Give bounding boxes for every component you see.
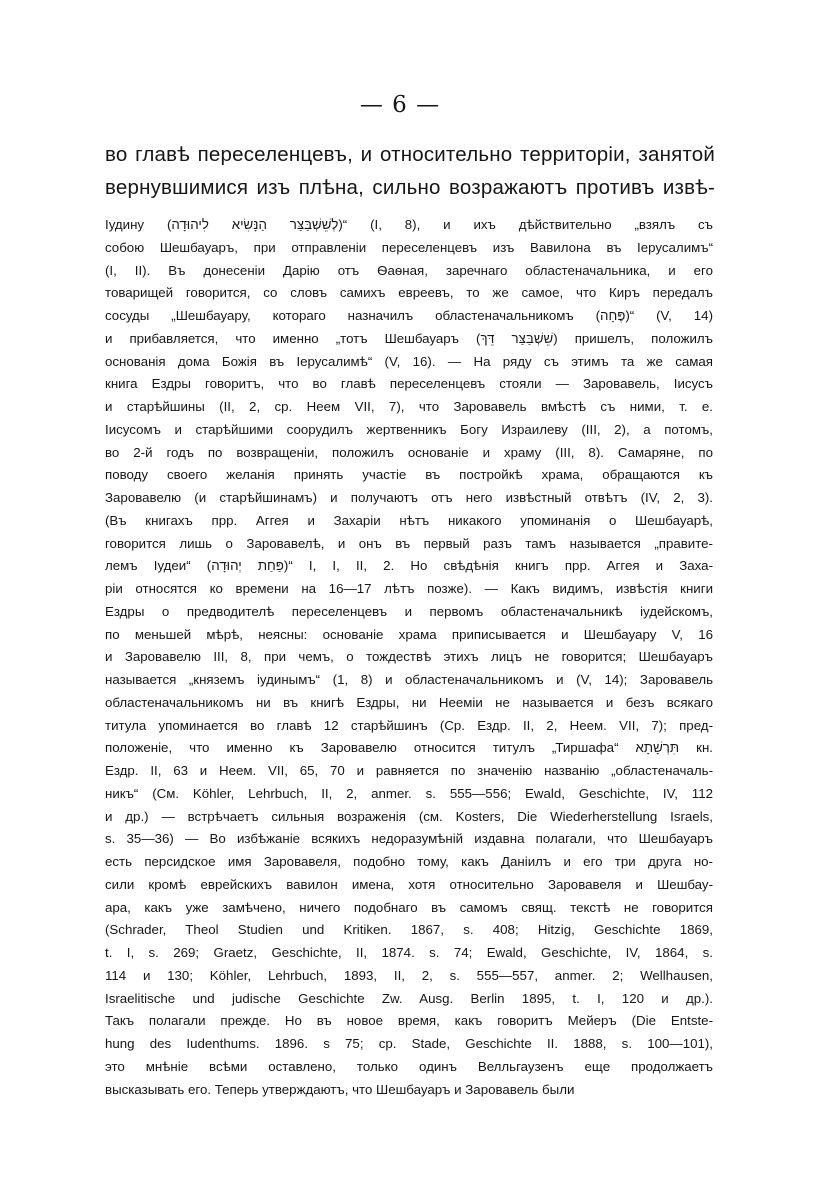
footnote-line: титула упоминается во главѣ 12 старѣйшинъ (Ср. Ездр. II, 2, Неем. VII, 7); пред-	[105, 717, 713, 733]
main-text	[105, 138, 715, 204]
footnote-line: высказывать его. Теперь утверждаютъ, что Шешбауаръ и Заровавель были	[105, 1081, 575, 1097]
page-number: — 6 —	[359, 92, 441, 118]
footnote-line: 114 и 130; Köhler, Lehrbuch, 1893, II, 2, s. 555—557, anmer. 2; Wellhausen,	[105, 967, 713, 983]
footnote-line: сосуды „Шешбауару, котораго назначилъ областеначальникомъ (פֶּחָה)“ (V, 14)	[105, 308, 713, 323]
footnote-line: говорится лишь о Заровавелѣ, и онъ въ первый разъ тамъ называется „правите-	[105, 535, 713, 551]
footnote-line: и прибавляется, что именно „тотъ Шешбауаръ (שֵׁשְׁבַּצַּר דֵּךְ) пришелъ, положилъ	[105, 330, 713, 346]
footnote-line: поводу своего желанія принять участіе въ постройкѣ храма, обращаются къ	[105, 467, 713, 483]
footnote-line: это мнѣніе всѣми оставлено, только одинъ Велльгаузенъ еще продолжаетъ	[105, 1058, 713, 1074]
footnote-line: и старѣйшины (II, 2, ср. Неем VII, 7), что Заровавель вмѣстѣ съ ними, т. е.	[105, 399, 713, 414]
footnote-line: лемъ Іудеи“ (פַּחַת יְהוּדָה)“ I, I, II, 2. Но свѣдѣнія книгъ прр. Аггея и Заха-	[105, 558, 713, 574]
footnote-line: ріи относятся ко времени на 16—17 лѣтъ позже). — Какъ видимъ, извѣстія книги	[105, 581, 713, 596]
footnote-line: s. 35—36) — Во избѣжаніе всякихъ недоразумѣній издавна полагали, что Шешбауаръ	[105, 831, 713, 847]
footnote-line: во 2-й годъ по возвращеніи, положилъ основаніе и храму (III, 8). Самаряне, по	[105, 444, 713, 460]
footnote-line: называется „княземъ іудинымъ“ (1, 8) и областеначальникомъ и (V, 14); Заровавель	[105, 672, 713, 687]
main-text-line: во главѣ переселенцевъ, и относительно территоріи, занятой	[105, 143, 715, 166]
footnote-line: сили кромѣ еврейскихъ вавилон имена, хотя относительно Заровавеля и Шешбау-	[105, 876, 713, 892]
footnote-line: Такъ полагали прежде. Но въ новое время, какъ говоритъ Мейеръ (Die Entste-	[105, 1013, 713, 1029]
footnote-line: и др.) — встрѣчаетъ сильныя возраженія (см. Kosters, Die Wiederherstellung Israels,	[105, 808, 713, 824]
footnote-line: есть персидское имя Заровавеля, подобно тому, какъ Даніилъ и его три друга но-	[105, 854, 713, 869]
footnote-line: Заровавелю (и старѣйшинамъ) и получаютъ отъ него извѣстный отвѣтъ (IV, 2, 3).	[105, 490, 713, 505]
footnote-line: основанія дома Божія въ Іерусалимѣ“ (V, 16). — На ряду съ этимъ та же самая	[105, 353, 713, 369]
footnote-line: по меньшей мѣрѣ, неясны: основаніе храма приписывается и Шешбауару V, 16	[105, 626, 713, 642]
footnote-line: собою Шешбауаръ, при отправленіи переселенцевъ изъ Вавилона въ Іерусалимъ“	[105, 239, 713, 255]
footnote-line: t. I, s. 269; Graetz, Geschichte, II, 1874. s. 74; Ewald, Geschichte, IV, 1864, s.	[105, 945, 713, 960]
footnote-line: Ездр. II, 63 и Неем. VII, 65, 70 и равняется по значенію названію „областеначаль-	[105, 763, 713, 778]
main-text-line: вернувшимися изъ плѣна, сильно возражаютъ противъ извѣ-	[105, 176, 715, 199]
footnote-line: (Въ книгахъ прр. Аггея и Захаріи нѣтъ никакого упоминанія о Шешбауарѣ,	[105, 512, 713, 528]
footnote-line: (Schrader, Theol Studien und Kritiken. 1867, s. 408; Hitzig, Geschichte 1869,	[105, 922, 713, 938]
footnote-line: (I, II). Въ донесеніи Дарію отъ Ѳаѳная, заречнаго областеначальника, и его	[105, 262, 713, 278]
footnote-line: областеначальникомъ ни въ книгѣ Ездры, ни Нееміи не называется и безъ всякаго	[105, 694, 713, 710]
footnote-line: товарищей говорится, со словъ самихъ евреевъ, то же самое, что Киръ передалъ	[105, 285, 713, 301]
footnote-line: hung des Iudenthums. 1896. s 75; ср. Stade, Geschichte II. 1888, s. 100—101),	[105, 1036, 713, 1051]
footnote-line: книга Ездры говоритъ, что во главѣ переселенцевъ стояли — Заровавель, Іисусъ	[105, 376, 713, 392]
footnote-line: никъ“ (См. Köhler, Lehrbuch, II, 2, anmer. s. 555—556; Ewald, Geschichte, IV, 112	[105, 785, 713, 801]
footnote	[105, 214, 713, 1101]
footnote-line: Ездры о предводителѣ переселенцевъ и первомъ областеначальникѣ іудейскомъ,	[105, 603, 713, 619]
footnote-line: и Заровавелю III, 8, при чемъ, о тождествѣ этихъ лицъ не говорится; Шешбауаръ	[105, 649, 713, 665]
footnote-line: Israelitische und judische Geschichte Zw. Ausg. Berlin 1895, t. I, 120 и др.).	[105, 990, 713, 1006]
footnote-line: ара, какъ уже замѣчено, ничего подобнаго въ самомъ свящ. текстѣ не говорится	[105, 899, 713, 915]
footnote-line: Іисусомъ и старѣйшими соорудилъ жертвенникъ Богу Израилеву (III, 2), а потомъ,	[105, 421, 713, 437]
footnote-line: положеніе, что именно къ Заровавелю относится титулъ „Тиршафа“ תִּרְשָׁתָא кн.	[105, 740, 713, 756]
footnote-line: Іудину (לְשֵׁשְׁבַּצַּר הַנָּשִׂיא לִיהוּדָה)“ (I, 8), и ихъ дѣйствительно „взялъ съ	[105, 217, 713, 232]
